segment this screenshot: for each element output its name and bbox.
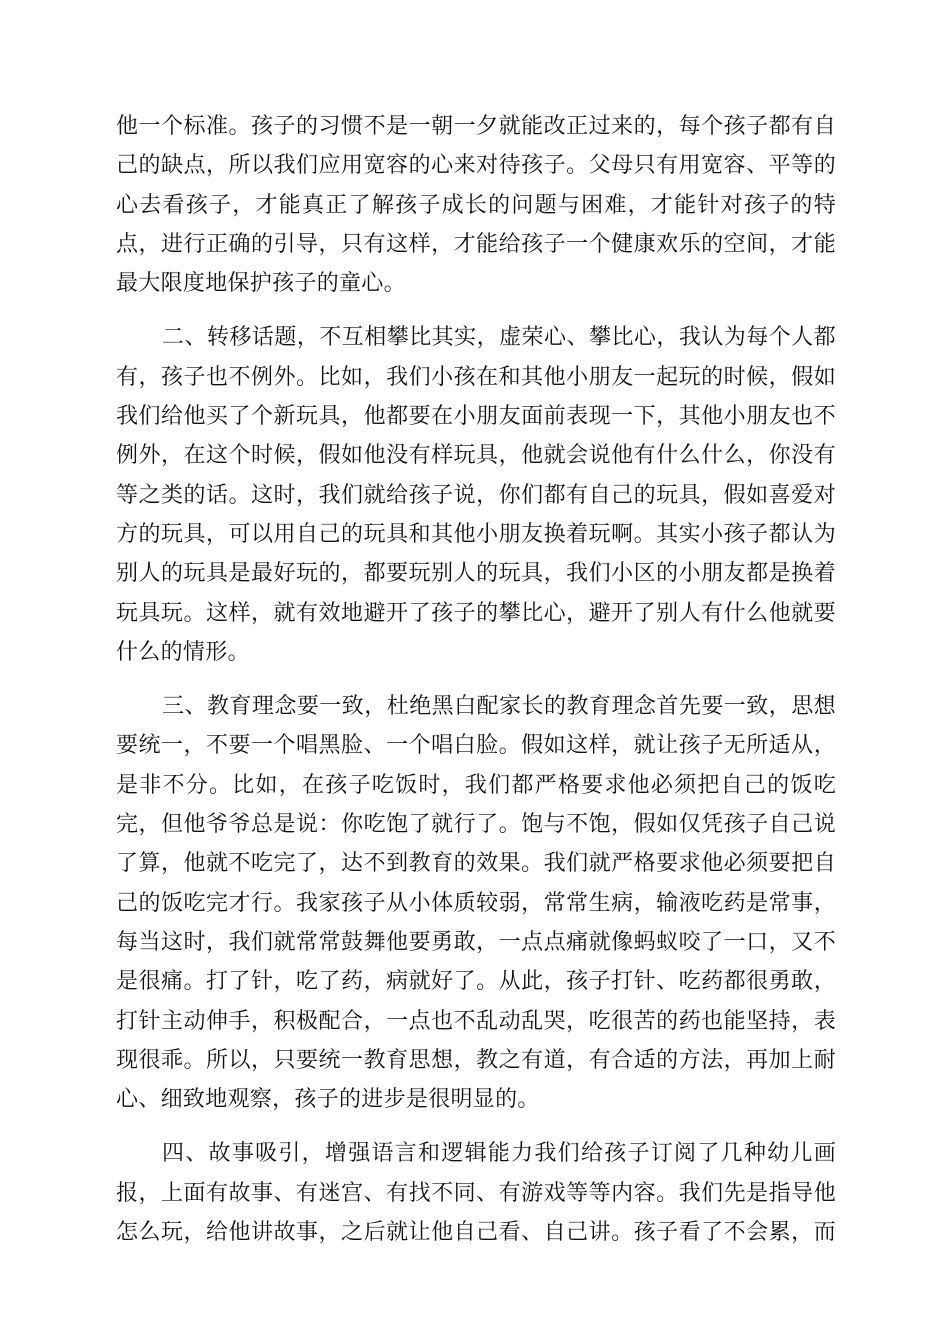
text-line: 是很痛。打了针，吃了药，病就好了。从此，孩子打针、吃药都很勇敢， [116,969,836,995]
text-line: 二、转移话题，不互相攀比其实，虚荣心、攀比心，我认为每个人都 [162,325,836,351]
text-line: 方的玩具，可以用自己的玩具和其他小朋友换着玩啊。其实小孩子都认为 [116,521,836,547]
text-line: 己的饭吃完才行。我家孩子从小体质较弱，常常生病，输液吃药是常事， [116,890,836,916]
text-line: 别人的玩具是最好玩的，都要玩别人的玩具，我们小区的小朋友都是换着 [116,561,836,587]
text-line: 他一个标准。孩子的习惯不是一朝一夕就能改正过来的，每个孩子都有自 [116,114,836,139]
text-line: 心去看孩子，才能真正了解孩子成长的问题与困难，才能针对孩子的特 [116,192,836,218]
paragraph-1 [116,107,836,303]
text-line: 我们给他买了个新玩具，他都要在小朋友面前表现一下，其他小朋友也不 [116,404,836,430]
text-line: 完，但他爷爷总是说：你吃饱了就行了。饱与不饱，假如仅凭孩子自己说 [116,812,836,838]
text-line: 是非不分。比如，在孩子吃饭时，我们都严格要求他必须把自己的饭吃 [116,772,836,798]
text-line: 四、故事吸引，增强语言和逻辑能力我们给孩子订阅了几种幼儿画 [162,1141,836,1167]
text-line: 什么的情形。 [116,639,250,665]
text-line: 现很乖。所以，只要统一教育思想，教之有道，有合适的方法，再加上耐 [116,1047,836,1073]
text-line: 每当这时，我们就常常鼓舞他要勇敢，一点点痛就像蚂蚁咬了一口，又不 [116,929,836,955]
paragraph-4 [116,1134,836,1252]
text-line: 了算，他就不吃完了，达不到教育的效果。我们就严格要求他必须要把自 [116,851,836,877]
text-line: 怎么玩，给他讲故事，之后就让他自己看、自己讲。孩子看了不会累，而 [116,1220,836,1246]
text-line: 例外，在这个时候，假如他没有样玩具，他就会说他有什么什么，你没有 [116,443,836,469]
text-line: 有，孩子也不例外。比如，我们小孩在和其他小朋友一起玩的时候，假如 [116,364,836,390]
text-line: 点，进行正确的引导，只有这样，才能给孩子一个健康欢乐的空间，才能 [116,231,836,257]
text-line: 己的缺点，所以我们应用宽容的心来对待孩子。父母只有用宽容、平等的 [116,153,836,179]
text-line: 最大限度地保护孩子的童心。 [116,271,406,297]
text-line: 心、细致地观察，孩子的进步是很明显的。 [116,1087,540,1113]
text-line: 玩具玩。这样，就有效地避开了孩子的攀比心，避开了别人有什么他就要 [116,600,836,626]
text-line: 打针主动伸手，积极配合，一点也不乱动乱哭，吃很苦的药也能坚持，表 [116,1008,836,1034]
text-line: 要统一，不要一个唱黑脸、一个唱白脸。假如这样，就让孩子无所适从， [116,733,836,759]
paragraph-3 [116,687,836,1119]
text-line: 三、教育理念要一致，杜绝黑白配家长的教育理念首先要一致，思想 [162,694,836,720]
paragraph-2 [116,318,836,672]
text-line: 等之类的话。这时，我们就给孩子说，你们都有自己的玩具，假如喜爱对 [116,482,836,508]
document-page [116,107,836,1267]
text-line: 报，上面有故事、有迷宫、有找不同、有游戏等等内容。我们先是指导他 [116,1180,836,1206]
